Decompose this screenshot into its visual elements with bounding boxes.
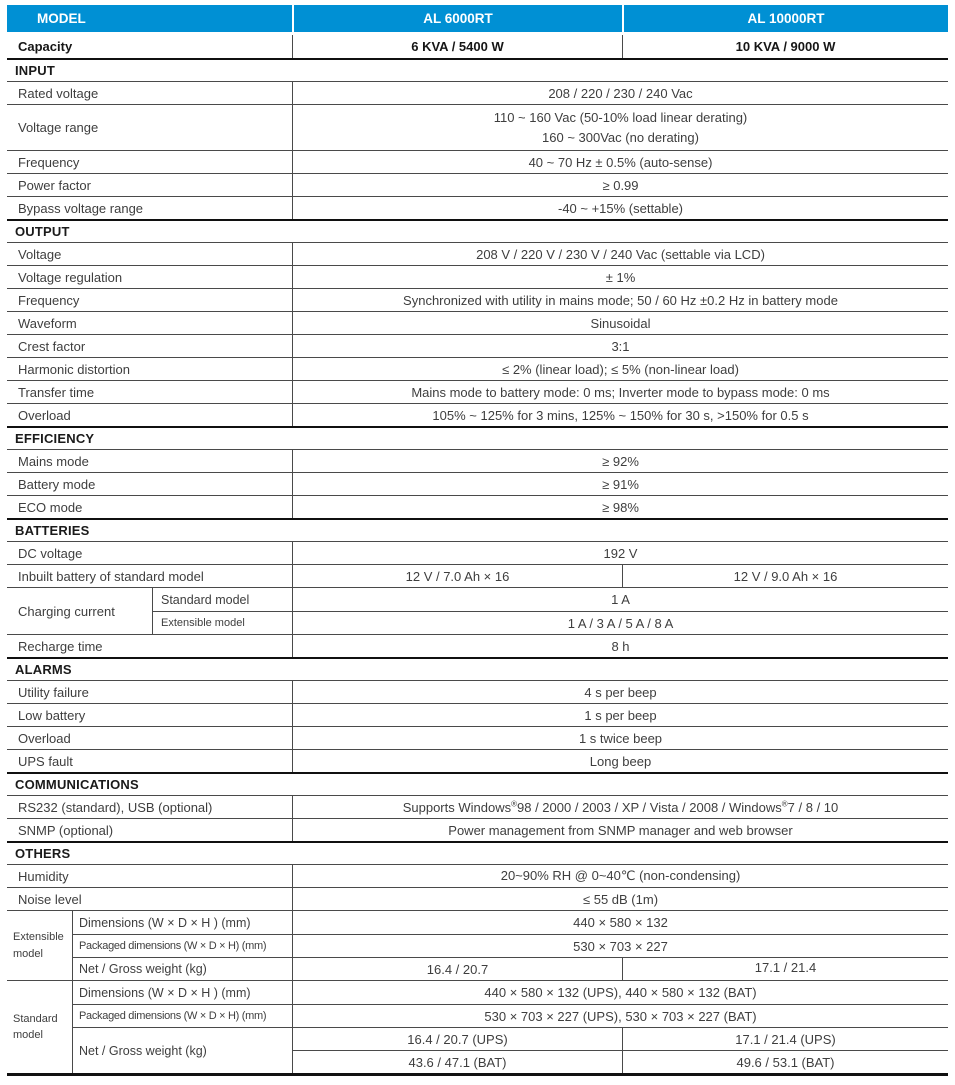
row-label: RS232 (standard), USB (optional) — [18, 799, 213, 815]
standard-packaged-dimensions-value: 530 × 703 × 227 (UPS), 530 × 703 × 227 (BAT) — [292, 1004, 948, 1027]
row-label: Harmonic distortion — [18, 361, 130, 377]
capacity-al-10000rt: 10 KVA / 9000 W — [622, 35, 948, 58]
voltage-range-line2: 160 ~ 300Vac (no derating) — [542, 129, 699, 145]
row-voltage-regulation — [7, 265, 948, 288]
row-value: 208 / 220 / 230 / 240 Vac — [292, 82, 948, 104]
row-value: ≥ 98% — [292, 496, 948, 518]
standard-model-label: Standard model — [13, 1012, 58, 1041]
row-value: Long beep — [292, 750, 948, 772]
row-noise-level — [7, 887, 948, 910]
row-value: Synchronized with utility in mains mode; 50 / 60 Hz ±0.2 Hz in battery mode — [292, 289, 948, 311]
windows-support-text: Supports Windows®98 / 2000 / 2003 / XP / Vista / 2008 / Windows®7 / 8 / 10 — [402, 799, 839, 815]
standard-weight-label: Net / Gross weight (kg) — [72, 1027, 292, 1073]
row-value: 105% ~ 125% for 3 mins, 125% ~ 150% for 30 s, >150% for 0.5 s — [292, 404, 948, 426]
row-label: Capacity — [18, 39, 73, 54]
table-header-row — [7, 5, 948, 32]
row-label: ECO mode — [18, 499, 83, 515]
section-efficiency: EFFICIENCY — [7, 426, 948, 449]
row-value: Power management from SNMP manager and web browser — [292, 819, 948, 841]
row-label: Recharge time — [18, 638, 103, 654]
section-input: INPUT — [7, 58, 948, 81]
section-communications: COMMUNICATIONS — [7, 772, 948, 795]
row-snmp — [7, 818, 948, 841]
row-ups-fault — [7, 749, 948, 772]
row-label: Voltage — [18, 246, 62, 262]
row-value: ≥ 92% — [292, 450, 948, 472]
row-value: ≥ 0.99 — [292, 174, 948, 196]
row-rated-voltage — [7, 81, 948, 104]
row-output-voltage — [7, 242, 948, 265]
standard-dimensions-value: 440 × 580 × 132 (UPS), 440 × 580 × 132 (BAT) — [292, 981, 948, 1004]
row-utility-failure — [7, 680, 948, 703]
row-output-overload — [7, 403, 948, 426]
extensible-model-label: Extensible model — [13, 931, 64, 960]
row-group-extensible-model — [7, 910, 948, 980]
row-mains-mode — [7, 449, 948, 472]
column-header-al-10000rt: AL 10000RT — [622, 5, 948, 32]
row-label: Voltage range — [18, 120, 99, 135]
row-power-factor — [7, 173, 948, 196]
row-value: ≤ 55 dB (1m) — [292, 888, 948, 910]
standard-dimensions-label: Dimensions (W × D × H ) (mm) — [72, 981, 292, 1004]
charging-standard-label: Standard model — [152, 588, 292, 611]
row-label: Transfer time — [18, 384, 95, 400]
row-label: Rated voltage — [18, 85, 99, 101]
inbuilt-battery-al-10000rt: 12 V / 9.0 Ah × 16 — [622, 565, 948, 587]
standard-weight-bat-al-10000rt: 49.6 / 53.1 (BAT) — [622, 1050, 948, 1073]
column-header-al-6000rt: AL 6000RT — [292, 5, 622, 32]
extensible-weight-al-10000rt: 17.1 / 21.4 — [622, 957, 948, 980]
row-value: 1 s twice beep — [292, 727, 948, 749]
row-label: Utility failure — [18, 684, 89, 700]
row-label: Battery mode — [18, 476, 96, 492]
column-header-model: MODEL — [37, 11, 86, 26]
row-value: 208 V / 220 V / 230 V / 240 Vac (settable via LCD) — [292, 243, 948, 265]
row-humidity — [7, 864, 948, 887]
row-waveform — [7, 311, 948, 334]
standard-weight-ups-al-6000rt: 16.4 / 20.7 (UPS) — [292, 1027, 622, 1050]
row-label: Crest factor — [18, 338, 86, 354]
row-label: Bypass voltage range — [18, 200, 144, 216]
extensible-packaged-dimensions-label: Packaged dimensions (W × D × H) (mm) — [72, 934, 292, 957]
extensible-packaged-dimensions-value: 530 × 703 × 227 — [292, 934, 948, 957]
row-label: SNMP (optional) — [18, 822, 114, 838]
row-label: Charging current — [18, 603, 115, 619]
standard-weight-ups-al-10000rt: 17.1 / 21.4 (UPS) — [622, 1027, 948, 1050]
row-value: 1 s per beep — [292, 704, 948, 726]
extensible-weight-al-6000rt: 16.4 / 20.7 — [292, 957, 622, 980]
row-value: 192 V — [292, 542, 948, 564]
row-label: DC voltage — [18, 545, 83, 561]
row-eco-mode — [7, 495, 948, 518]
row-label: Noise level — [18, 891, 82, 907]
extensible-dimensions-value: 440 × 580 × 132 — [292, 911, 948, 934]
charging-extensible-label: Extensible model — [152, 611, 292, 634]
spec-sheet — [7, 5, 948, 1076]
row-label: Humidity — [18, 868, 69, 884]
section-batteries: BATTERIES — [7, 518, 948, 541]
row-label: Waveform — [18, 315, 77, 331]
voltage-range-line1: 110 ~ 160 Vac (50-10% load linear derating) — [493, 110, 748, 125]
inbuilt-battery-al-6000rt: 12 V / 7.0 Ah × 16 — [292, 565, 622, 587]
row-inbuilt-battery — [7, 564, 948, 587]
row-output-frequency — [7, 288, 948, 311]
row-group-standard-model — [7, 980, 948, 1073]
row-value — [292, 105, 948, 150]
row-dc-voltage — [7, 541, 948, 564]
section-output: OUTPUT — [7, 219, 948, 242]
row-alarm-overload — [7, 726, 948, 749]
row-label: Frequency — [18, 292, 80, 308]
row-label: Voltage regulation — [18, 269, 123, 285]
row-capacity — [7, 35, 948, 58]
row-label: Overload — [18, 407, 71, 423]
standard-weight-bat-al-6000rt: 43.6 / 47.1 (BAT) — [292, 1050, 622, 1073]
row-bypass-voltage-range — [7, 196, 948, 219]
row-label: Frequency — [18, 154, 80, 170]
row-recharge-time — [7, 634, 948, 657]
registered-trademark-icon: ® — [511, 799, 518, 809]
row-value: 8 h — [292, 635, 948, 657]
row-input-frequency — [7, 150, 948, 173]
row-value: 3:1 — [292, 335, 948, 357]
section-others: OTHERS — [7, 841, 948, 864]
row-value: 20~90% RH @ 0~40℃ (non-condensing) — [292, 865, 948, 887]
row-label: Overload — [18, 730, 71, 746]
charging-standard-value: 1 A — [292, 588, 948, 611]
row-value: ≤ 2% (linear load); ≤ 5% (non-linear load) — [292, 358, 948, 380]
row-value: Mains mode to battery mode: 0 ms; Inverter mode to bypass mode: 0 ms — [292, 381, 948, 403]
row-value: ≥ 91% — [292, 473, 948, 495]
row-harmonic-distortion — [7, 357, 948, 380]
row-label: Low battery — [18, 707, 86, 723]
extensible-weight-label: Net / Gross weight (kg) — [72, 957, 292, 980]
row-label: Inbuilt battery of standard model — [18, 568, 204, 584]
row-value — [292, 796, 948, 818]
row-label: UPS fault — [18, 753, 73, 769]
extensible-dimensions-label: Dimensions (W × D × H ) (mm) — [72, 911, 292, 934]
row-group-charging-current — [7, 587, 948, 634]
row-transfer-time — [7, 380, 948, 403]
standard-packaged-dimensions-label: Packaged dimensions (W × D × H) (mm) — [72, 1004, 292, 1027]
row-label: Mains mode — [18, 453, 89, 469]
row-value: 40 ~ 70 Hz ± 0.5% (auto-sense) — [292, 151, 948, 173]
row-value: Sinusoidal — [292, 312, 948, 334]
row-value: -40 ~ +15% (settable) — [292, 197, 948, 219]
charging-extensible-value: 1 A / 3 A / 5 A / 8 A — [292, 611, 948, 634]
capacity-al-6000rt: 6 KVA / 5400 W — [292, 35, 622, 58]
section-alarms: ALARMS — [7, 657, 948, 680]
row-crest-factor — [7, 334, 948, 357]
row-voltage-range — [7, 104, 948, 150]
row-label: Power factor — [18, 177, 91, 193]
row-battery-mode — [7, 472, 948, 495]
registered-trademark-icon: ® — [781, 799, 788, 809]
row-value: 4 s per beep — [292, 681, 948, 703]
row-low-battery — [7, 703, 948, 726]
row-value: ± 1% — [292, 266, 948, 288]
row-rs232-usb — [7, 795, 948, 818]
